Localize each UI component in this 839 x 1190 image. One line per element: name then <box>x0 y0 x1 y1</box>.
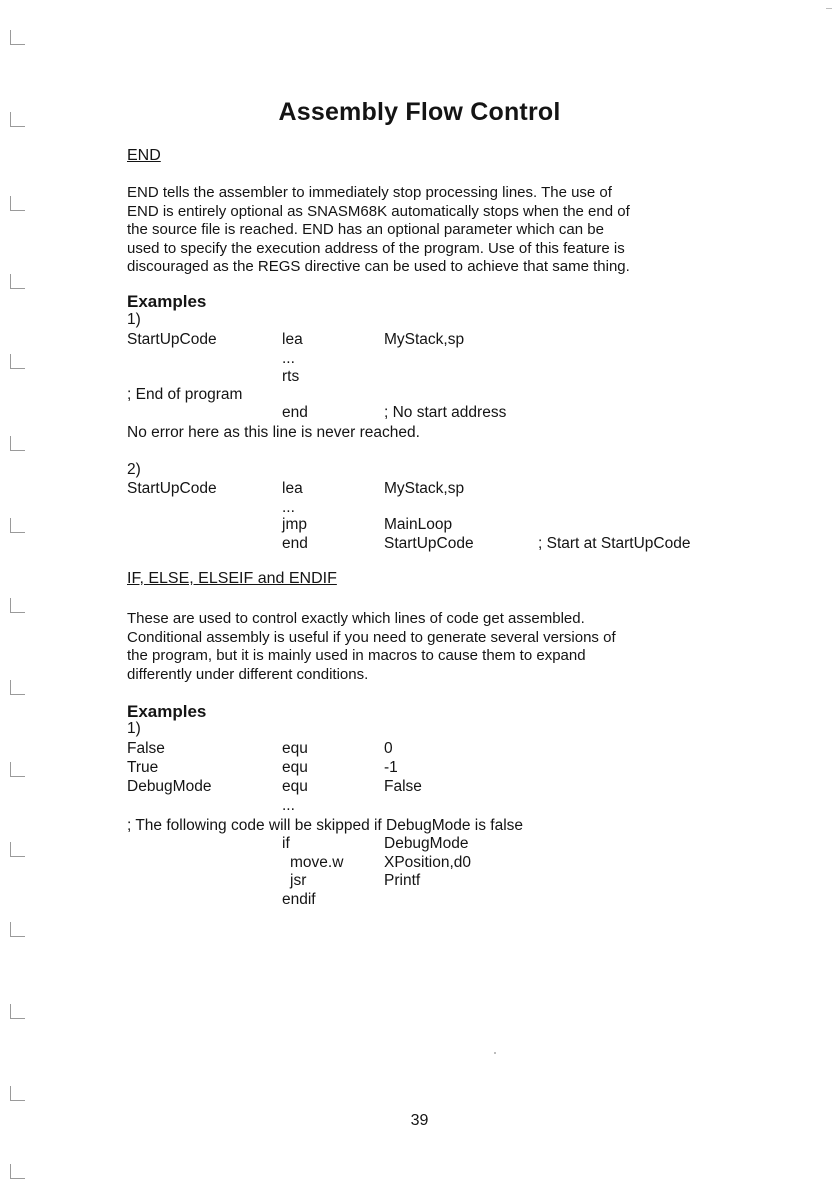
binding-mark <box>10 922 25 937</box>
code-opcode: jsr <box>290 872 307 889</box>
binding-mark <box>10 196 25 211</box>
code-label: False <box>127 740 165 757</box>
code-label: StartUpCode <box>127 331 217 348</box>
code-operand: MyStack,sp <box>384 480 465 497</box>
example-number: 1) <box>127 311 141 328</box>
paragraph-line: the program, but it is mainly used in macros to cause them to expand <box>127 647 586 664</box>
code-comment: ; No start address <box>384 404 507 421</box>
binding-mark <box>10 762 25 777</box>
paragraph-line: These are used to control exactly which lines of code get assembled. <box>127 610 585 627</box>
code-ellipsis: ... <box>282 797 295 814</box>
example-number: 1) <box>127 720 141 737</box>
paragraph-line: END is entirely optional as SNASM68K automatically stops when the end of <box>127 202 630 220</box>
code-operand: DebugMode <box>384 835 469 852</box>
code-operand: StartUpCode <box>384 535 474 552</box>
code-operand: 0 <box>384 740 393 757</box>
examples-label: Examples <box>127 702 207 721</box>
code-opcode: jmp <box>282 516 307 533</box>
code-comment: ; Start at StartUpCode <box>538 535 691 552</box>
binding-mark <box>10 680 25 695</box>
paragraph-line: used to specify the execution address of the program. Use of this feature is <box>127 239 625 257</box>
code-operand: MyStack,sp <box>384 331 465 348</box>
if-description <box>127 610 616 684</box>
code-operand: False <box>384 778 422 795</box>
end-description <box>127 184 630 277</box>
code-ellipsis: ... <box>282 350 295 367</box>
binding-margin <box>0 0 40 1190</box>
section-heading-if: IF, ELSE, ELSEIF and ENDIF <box>127 570 337 587</box>
code-operand: -1 <box>384 759 398 776</box>
code-opcode: endif <box>282 891 316 908</box>
code-label: DebugMode <box>127 778 212 795</box>
examples-label: Examples <box>127 292 207 311</box>
code-comment: ; End of program <box>127 386 243 403</box>
page-title: Assembly Flow Control <box>278 98 561 126</box>
binding-mark <box>10 1004 25 1019</box>
code-opcode: equ <box>282 759 308 776</box>
code-opcode: end <box>282 535 308 552</box>
code-opcode: move.w <box>290 854 344 871</box>
code-opcode: rts <box>282 368 300 385</box>
code-opcode: equ <box>282 740 308 757</box>
paragraph-line: END tells the assembler to immediately stop processing lines. The use of <box>127 184 612 201</box>
binding-mark <box>10 518 25 533</box>
code-ellipsis: ... <box>282 499 295 516</box>
code-operand: MainLoop <box>384 516 453 533</box>
code-opcode: lea <box>282 480 303 497</box>
binding-mark <box>10 274 25 289</box>
scan-speck <box>826 8 832 9</box>
paragraph-line: discouraged as the REGS directive can be used to achieve that same thing. <box>127 258 630 275</box>
code-label: True <box>127 759 159 776</box>
page-number: 39 <box>410 1112 429 1129</box>
binding-mark <box>10 1086 25 1101</box>
code-opcode: lea <box>282 331 303 348</box>
section-heading-end: END <box>127 147 161 164</box>
binding-mark <box>10 842 25 857</box>
example-number: 2) <box>127 461 141 478</box>
code-operand: Printf <box>384 872 421 889</box>
code-comment: ; The following code will be skipped if DebugMode is false <box>127 817 524 834</box>
binding-mark <box>10 354 25 369</box>
binding-mark <box>10 30 25 45</box>
binding-mark <box>10 436 25 451</box>
code-opcode: if <box>282 835 290 852</box>
binding-mark <box>10 598 25 613</box>
code-opcode: equ <box>282 778 308 795</box>
paragraph-line: Conditional assembly is useful if you need to generate several versions of <box>127 628 616 646</box>
binding-mark <box>10 1164 25 1179</box>
paragraph-line: differently under different conditions. <box>127 665 369 683</box>
code-operand: XPosition,d0 <box>384 854 472 871</box>
code-opcode: end <box>282 404 308 421</box>
scan-speck <box>494 1052 496 1054</box>
code-label: StartUpCode <box>127 480 217 497</box>
paragraph-line: the source file is reached. END has an optional parameter which can be <box>127 221 604 238</box>
code-note: No error here as this line is never reached. <box>127 424 420 441</box>
